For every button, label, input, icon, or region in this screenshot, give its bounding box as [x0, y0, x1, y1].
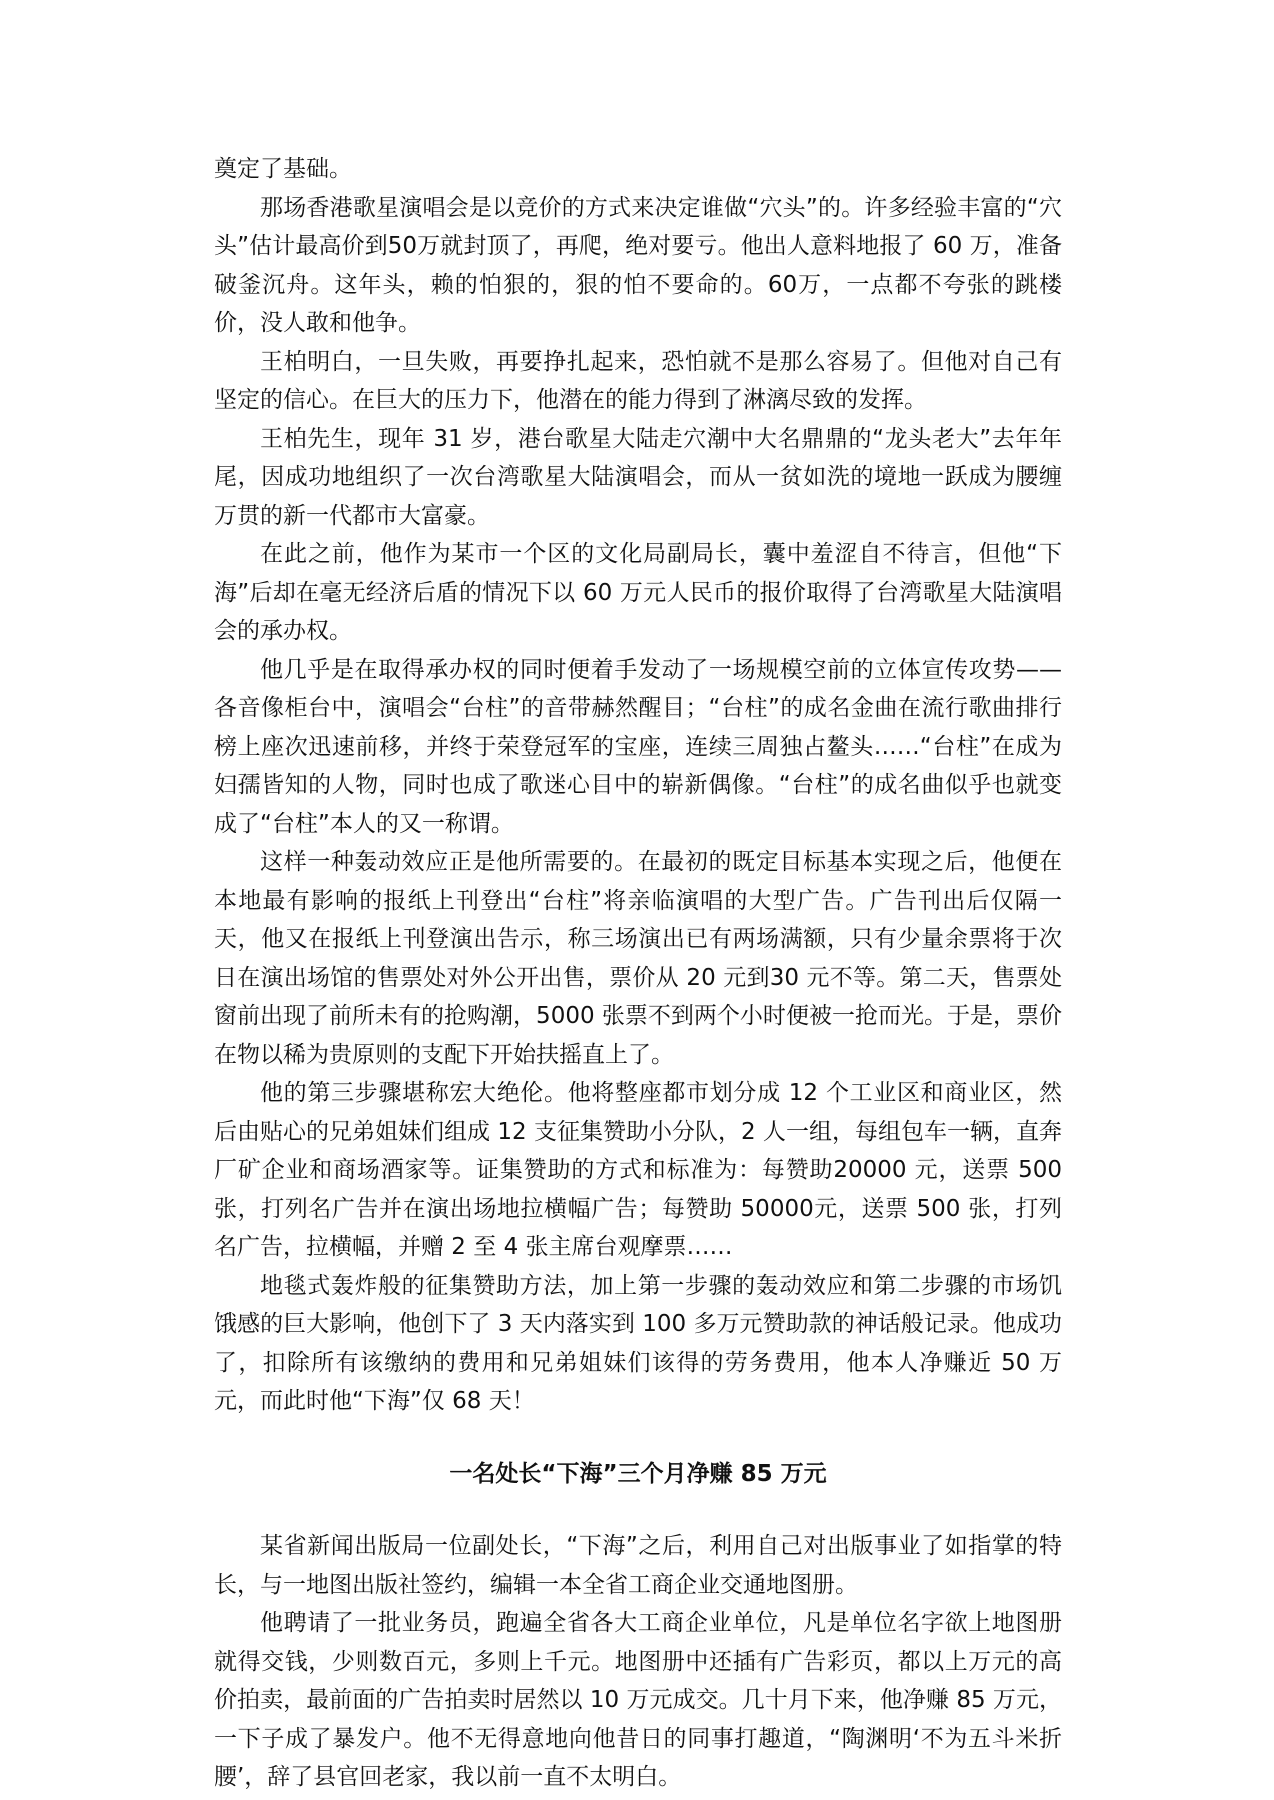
paragraph-continuation: 奠定了基础。 — [214, 156, 352, 182]
section-heading: 一名处长“下海”三个月净赚 85 万元 — [449, 1460, 827, 1487]
paragraph: 他几乎是在取得承办权的同时便着手发动了一场规模空前的立体宣传攻势——各音像柜台中，演唱会“台柱”的音带赫然醒目；“台柱”的成名金曲在流行歌曲排行榜上座次迅速前移，并终于荣登冠军的宝座，连续三周独占鳌头……“台柱”在成为妇孺皆知的人物，同时也成了歌迷心目中的崭新偶像。“台柱”的成名曲似乎也就变成了“台柱”本人的又一称谓。 — [214, 656, 1062, 837]
paragraph: 那场香港歌星演唱会是以竞价的方式来决定谁做“穴头”的。许多经验丰富的“穴头”估计最高价到50万就封顶了，再爬，绝对要亏。他出人意料地报了 60 万，准备破釜沉舟。这年头，赖的怕狠的，狠的怕不要命的。60万，一点都不夸张的跳楼价，没人敢和他争。 — [214, 194, 1062, 336]
paragraph: 地毯式轰炸般的征集赞助方法，加上第一步骤的轰动效应和第二步骤的市场饥饿感的巨大影响，他创下了 3 天内落实到 100 多万元赞助款的神话般记录。他成功了，扣除所有该缴纳的费用和兄弟姐妹们该得的劳务费用，他本人净赚近 50 万元，而此时他“下海”仅 68 天！ — [214, 1272, 1062, 1414]
paragraph: 某省新闻出版局一位副处长，“下海”之后，利用自己对出版事业了如指掌的特长，与一地图出版社签约，编辑一本全省工商企业交通地图册。 — [214, 1533, 1062, 1598]
paragraph: 在此之前，他作为某市一个区的文化局副局长，囊中羞涩自不待言，但他“下海”后却在毫无经济后盾的情况下以 60 万元人民币的报价取得了台湾歌星大陆演唱会的承办权。 — [214, 541, 1062, 644]
paragraph: 王柏明白，一旦失败，再要挣扎起来，恐怕就不是那么容易了。但他对自己有坚定的信心。在巨大的压力下，他潜在的能力得到了淋漓尽致的发挥。 — [214, 348, 1062, 413]
paragraph: 这样一种轰动效应正是他所需要的。在最初的既定目标基本实现之后，他便在本地最有影响的报纸上刊登出“台柱”将亲临演唱的大型广告。广告刊出后仅隔一天，他又在报纸上刊登演出告示，称三场演出已有两场满额，只有少量余票将于次日在演出场馆的售票处对外公开出售，票价从 20 元到30 元不等。第二天，售票处窗前出现了前所未有的抢购潮，5000 张票不到两个小时便被一抢而光。于是，票价在物以稀为贵原则的支配下开始扶摇直上了。 — [214, 849, 1062, 1068]
document-page — [214, 150, 1062, 1797]
paragraph: 王柏先生，现年 31 岁，港台歌星大陆走穴潮中大名鼎鼎的“龙头老大”去年年尾，因成功地组织了一次台湾歌星大陆演唱会，而从一贫如洗的境地一跃成为腰缠万贯的新一代都市大富豪。 — [214, 425, 1062, 529]
paragraph: 他聘请了一批业务员，跑遍全省各大工商企业单位，凡是单位名字欲上地图册就得交钱，少则数百元，多则上千元。地图册中还插有广告彩页，都以上万元的高价拍卖，最前面的广告拍卖时居然以 10 万元成交。几十月下来，他净赚 85 万元，一下子成了暴发户。他不无得意地向他昔日的同事打趣道，“陶渊明‘不为五斗米折腰’，辞了县官回老家，我以前一直不太明白。 — [214, 1610, 1062, 1790]
paragraph: 他的第三步骤堪称宏大绝伦。他将整座都市划分成 12 个工业区和商业区，然后由贴心的兄弟姐妹们组成 12 支征集赞助小分队，2 人一组，每组包车一辆，直奔厂矿企业和商场酒家等。证集赞助的方式和标准为：每赞助20000 元，送票 500 张，打列名广告并在演出场地拉横幅广告；每赞助 50000元，送票 500 张，打列名广告，拉横幅，并赠 2 至 4 张主席台观摩票…… — [214, 1080, 1062, 1260]
